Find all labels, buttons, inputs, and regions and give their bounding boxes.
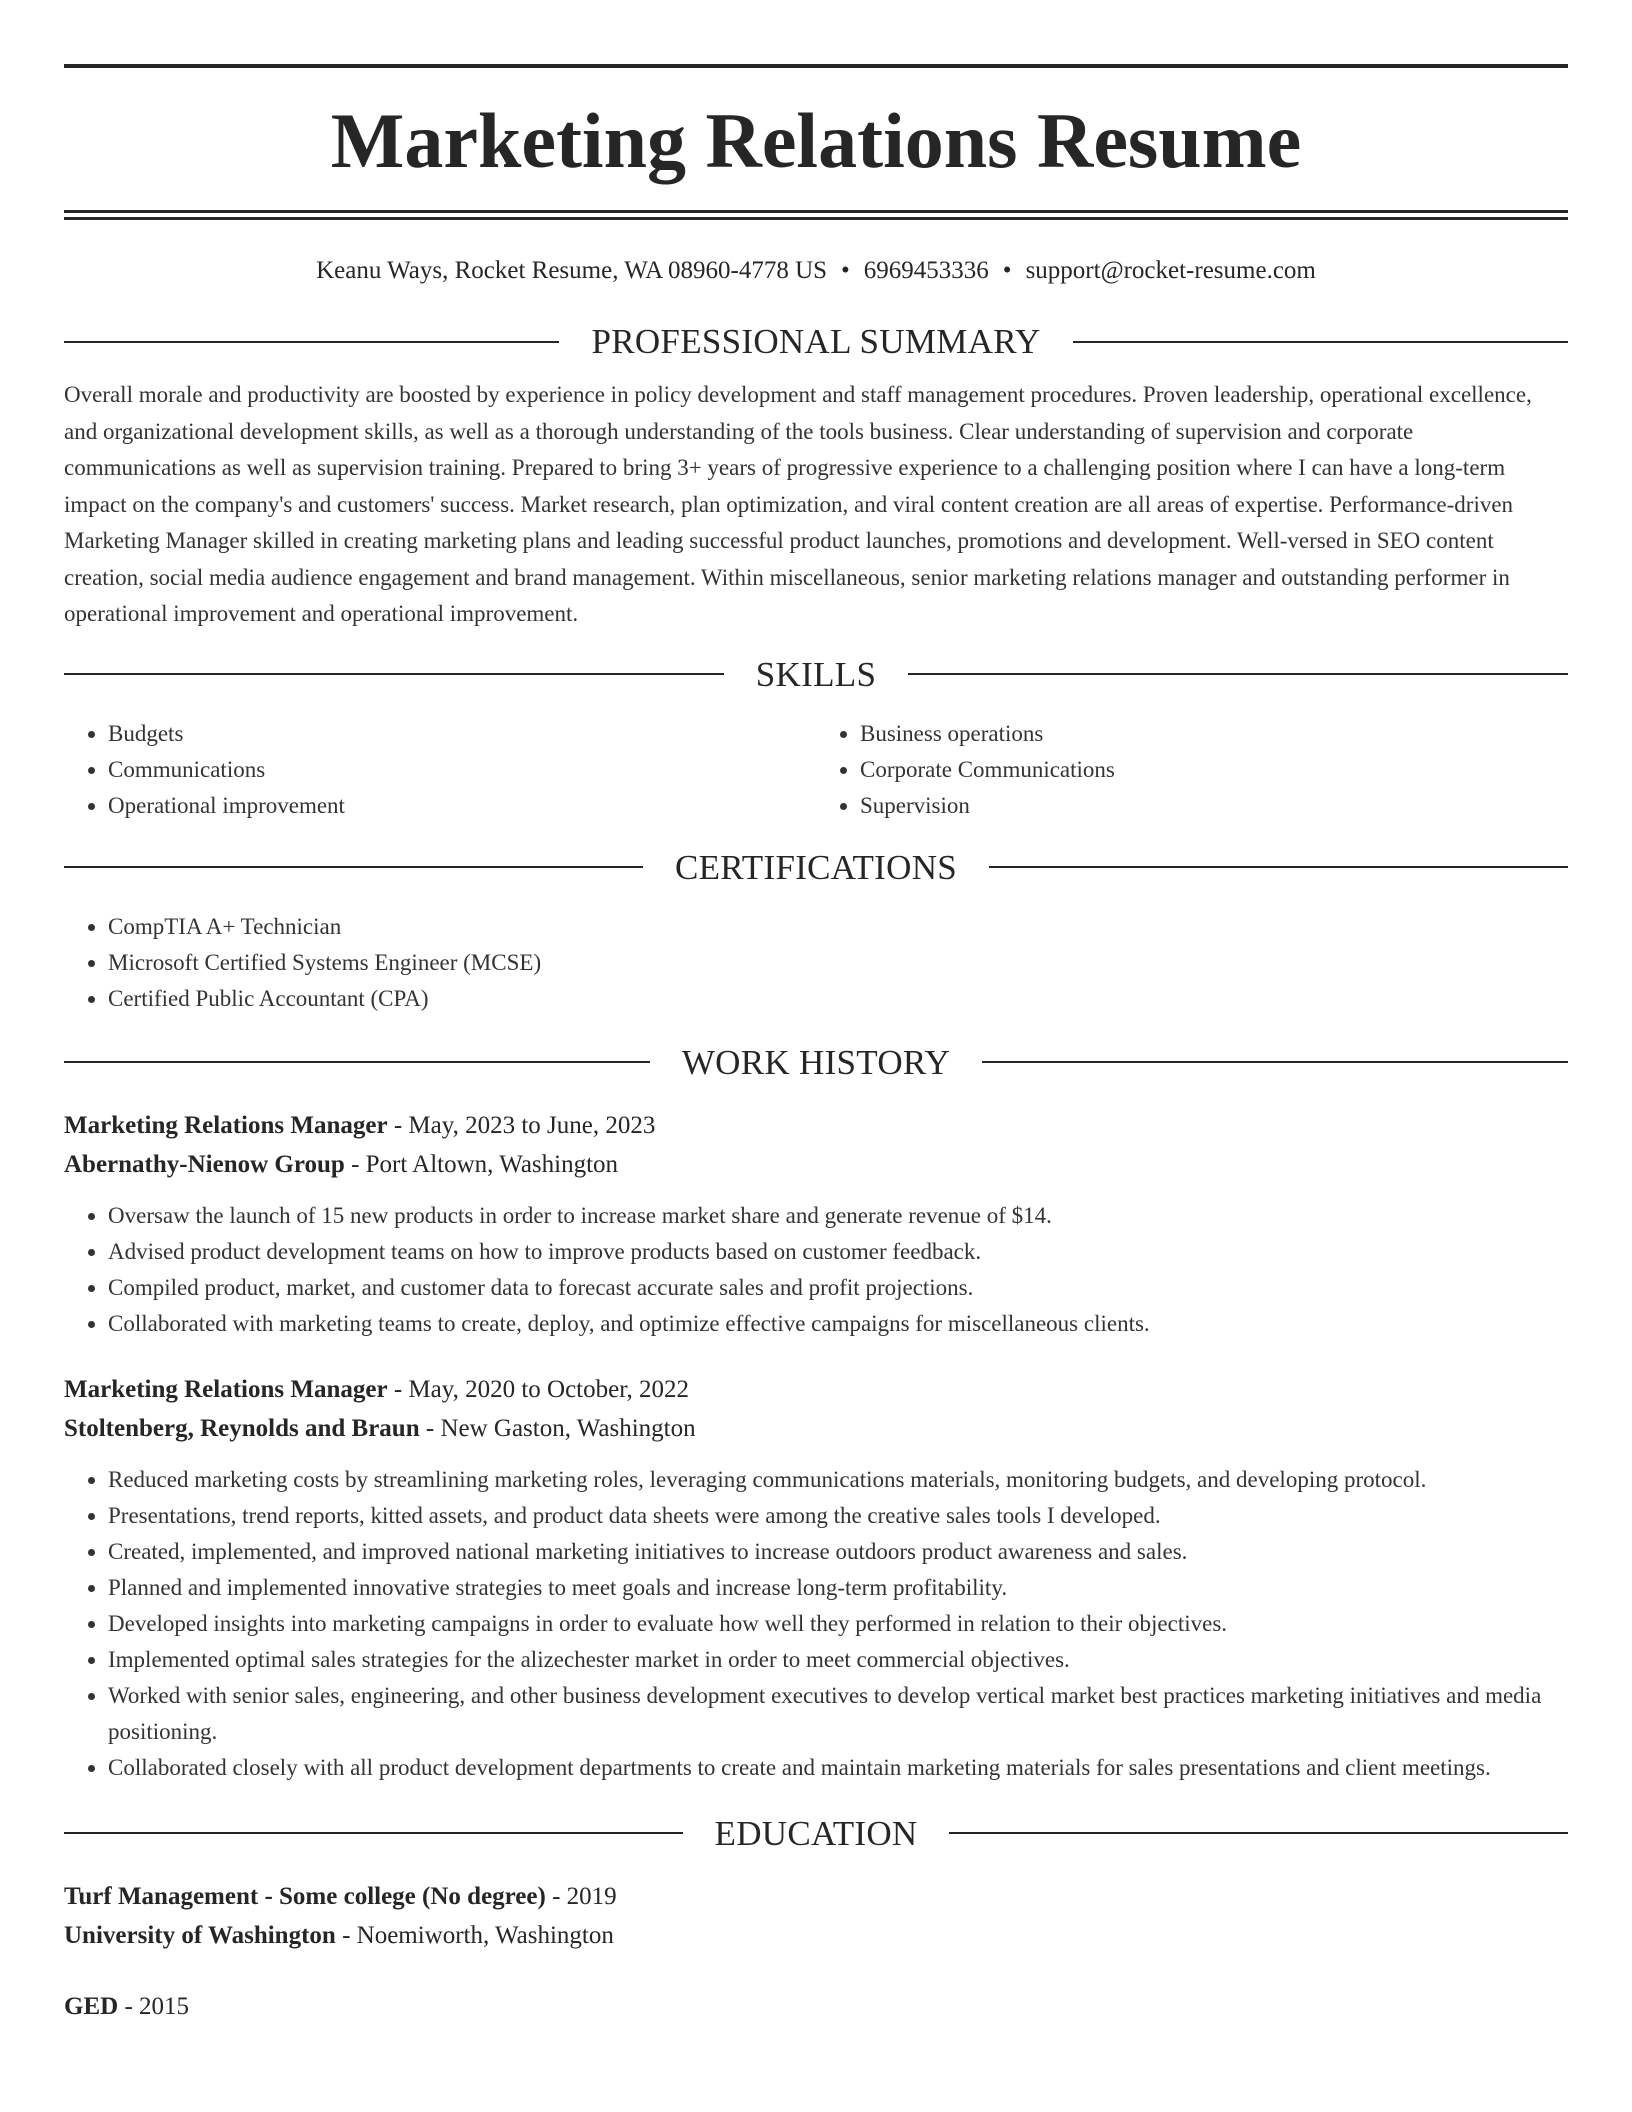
- contact-phone: 6969453336: [863, 257, 989, 284]
- summary-section-header: [64, 324, 1568, 359]
- job-bullet: • Developed insights into marketing campaigns in order to evaluate how well they performed in relation to their objectives.: [108, 1606, 1568, 1642]
- job-bullet: • Presentations, trend reports, kitted assets, and product data sheets were among the creative sales tools I developed.: [108, 1498, 1568, 1534]
- certification-item: • CompTIA A+ Technician: [108, 909, 1568, 945]
- resume-title: Marketing Relations Resume: [330, 97, 1302, 184]
- education-school: University of Washington: [64, 1921, 336, 1949]
- education-year: - 2019: [545, 1882, 617, 1910]
- divider-line: [64, 866, 643, 868]
- education-heading: EDUCATION: [714, 1813, 918, 1853]
- skills-section-header: [64, 654, 1568, 694]
- job-bullet: • Compiled product, market, and customer data to forecast accurate sales and profit projections.: [108, 1270, 1568, 1306]
- skills-heading: SKILLS: [755, 654, 877, 694]
- summary-heading: PROFESSIONAL SUMMARY: [591, 322, 1041, 361]
- skills-grid: [64, 716, 1568, 824]
- job-bullet: • Reduced marketing costs by streamlining marketing roles, leveraging communications materials, monitoring budgets, and developing protocol.: [108, 1462, 1568, 1498]
- divider-line: [908, 673, 1568, 675]
- certification-item: • Certified Public Accountant (CPA): [108, 981, 1568, 1017]
- job-bullet: • Collaborated with marketing teams to create, deploy, and optimize effective campaigns for miscellaneous clients.: [108, 1306, 1568, 1342]
- job-bullet: • Implemented optimal sales strategies for the alizechester market in order to meet commercial objectives.: [108, 1642, 1568, 1678]
- certifications-list: [64, 909, 1568, 1017]
- job-title-line: [64, 1106, 1568, 1145]
- job-title-line: [64, 1370, 1568, 1409]
- education-school-line: [64, 1916, 1568, 1955]
- job-bullet: • Planned and implemented innovative strategies to meet goals and increase long-term profitability.: [108, 1570, 1568, 1606]
- certifications-section-header: [64, 847, 1568, 887]
- contact-separator: •: [1002, 257, 1012, 284]
- job-company: Abernathy-Nienow Group: [64, 1150, 345, 1178]
- skill-item: • Operational improvement: [108, 788, 816, 824]
- divider-line: [1073, 341, 1568, 343]
- skill-item: • Budgets: [108, 716, 816, 752]
- job-company-line: [64, 1145, 1568, 1184]
- job-company: Stoltenberg, Reynolds and Braun: [64, 1414, 420, 1442]
- education-degree: GED: [64, 1992, 119, 2020]
- education-degree-line: [64, 1987, 1568, 2026]
- contact-line: [64, 256, 1568, 286]
- divider-line: [64, 1061, 650, 1063]
- work-section-header: [64, 1042, 1568, 1082]
- job-location: - New Gaston, Washington: [419, 1414, 696, 1442]
- skill-item: • Business operations: [860, 716, 1568, 752]
- job-bullet: • Collaborated closely with all product development departments to create and maintain marketing materials for sales presentations and client meetings.: [108, 1750, 1568, 1786]
- job-bullets: [64, 1462, 1568, 1786]
- job-entry: [64, 1370, 1568, 1786]
- title-double-rule: [64, 210, 1568, 220]
- skills-column-right: [816, 716, 1568, 824]
- skill-item: • Communications: [108, 752, 816, 788]
- job-bullet: • Advised product development teams on how to improve products based on customer feedback.: [108, 1234, 1568, 1270]
- divider-line: [64, 673, 724, 675]
- job-bullet: • Created, implemented, and improved national marketing initiatives to increase outdoors product awareness and sales.: [108, 1534, 1568, 1570]
- skills-list-right: [816, 716, 1568, 824]
- job-title: Marketing Relations Manager: [64, 1111, 388, 1139]
- job-dates: - May, 2023 to June, 2023: [387, 1111, 656, 1139]
- certification-item: • Microsoft Certified Systems Engineer (MCSE): [108, 945, 1568, 981]
- job-company-line: [64, 1409, 1568, 1448]
- job-bullets: [64, 1198, 1568, 1342]
- divider-line: [64, 341, 559, 343]
- job-bullet: • Worked with senior sales, engineering, and other business development executives to develop vertical market best practices marketing initiatives and media positioning.: [108, 1678, 1568, 1750]
- certifications-heading: CERTIFICATIONS: [674, 847, 958, 887]
- job-dates: - May, 2020 to October, 2022: [387, 1375, 690, 1403]
- summary-text: Overall morale and productivity are boosted by experience in policy development and staff management procedures. Proven leadership, operational excellence, and organizational development skills, as well as a thorough understanding of the tools business. Clear understanding of supervision and corporate communications as well as supervision training. Prepared to bring 3+ years of progressive experience to a challenging position where I can have a long-term impact on the company's and customers' success. Market research, plan optimization, and viral content creation are all areas of expertise. Performance-driven Marketing Manager skilled in creating marketing plans and leading successful product launches, promotions and development. Well-versed in SEO content creation, social media audience engagement and brand management. Within miscellaneous, senior marketing relations manager and outstanding performer in operational improvement and operational improvement.: [64, 382, 1532, 626]
- job-bullet: • Oversaw the launch of 15 new products in order to increase market share and generate revenue of $14.: [108, 1198, 1568, 1234]
- top-rule: [64, 64, 1568, 68]
- skills-column-left: [64, 716, 816, 824]
- education-entry: [64, 1987, 1568, 2026]
- education-entry: [64, 1877, 1568, 1955]
- job-entry: [64, 1106, 1568, 1342]
- work-heading: WORK HISTORY: [681, 1042, 951, 1082]
- contact-email: support@rocket-resume.com: [1025, 257, 1316, 284]
- divider-line: [64, 1832, 683, 1834]
- skill-item: • Corporate Communications: [860, 752, 1568, 788]
- skills-list-left: [64, 716, 816, 824]
- divider-line: [949, 1832, 1568, 1834]
- education-location: - Noemiworth, Washington: [335, 1921, 614, 1949]
- contact-address: Keanu Ways, Rocket Resume, WA 08960-4778 US: [316, 257, 828, 284]
- education-year: - 2015: [118, 1992, 190, 2020]
- contact-separator: •: [841, 257, 850, 284]
- job-title: Marketing Relations Manager: [64, 1375, 388, 1403]
- education-degree-line: [64, 1877, 1568, 1916]
- education-degree: Turf Management - Some college (No degree): [64, 1882, 546, 1910]
- skill-item: • Supervision: [860, 788, 1568, 824]
- divider-line: [989, 866, 1568, 868]
- job-location: - Port Altown, Washington: [344, 1150, 619, 1178]
- education-section-header: [64, 1813, 1568, 1853]
- divider-line: [982, 1061, 1568, 1063]
